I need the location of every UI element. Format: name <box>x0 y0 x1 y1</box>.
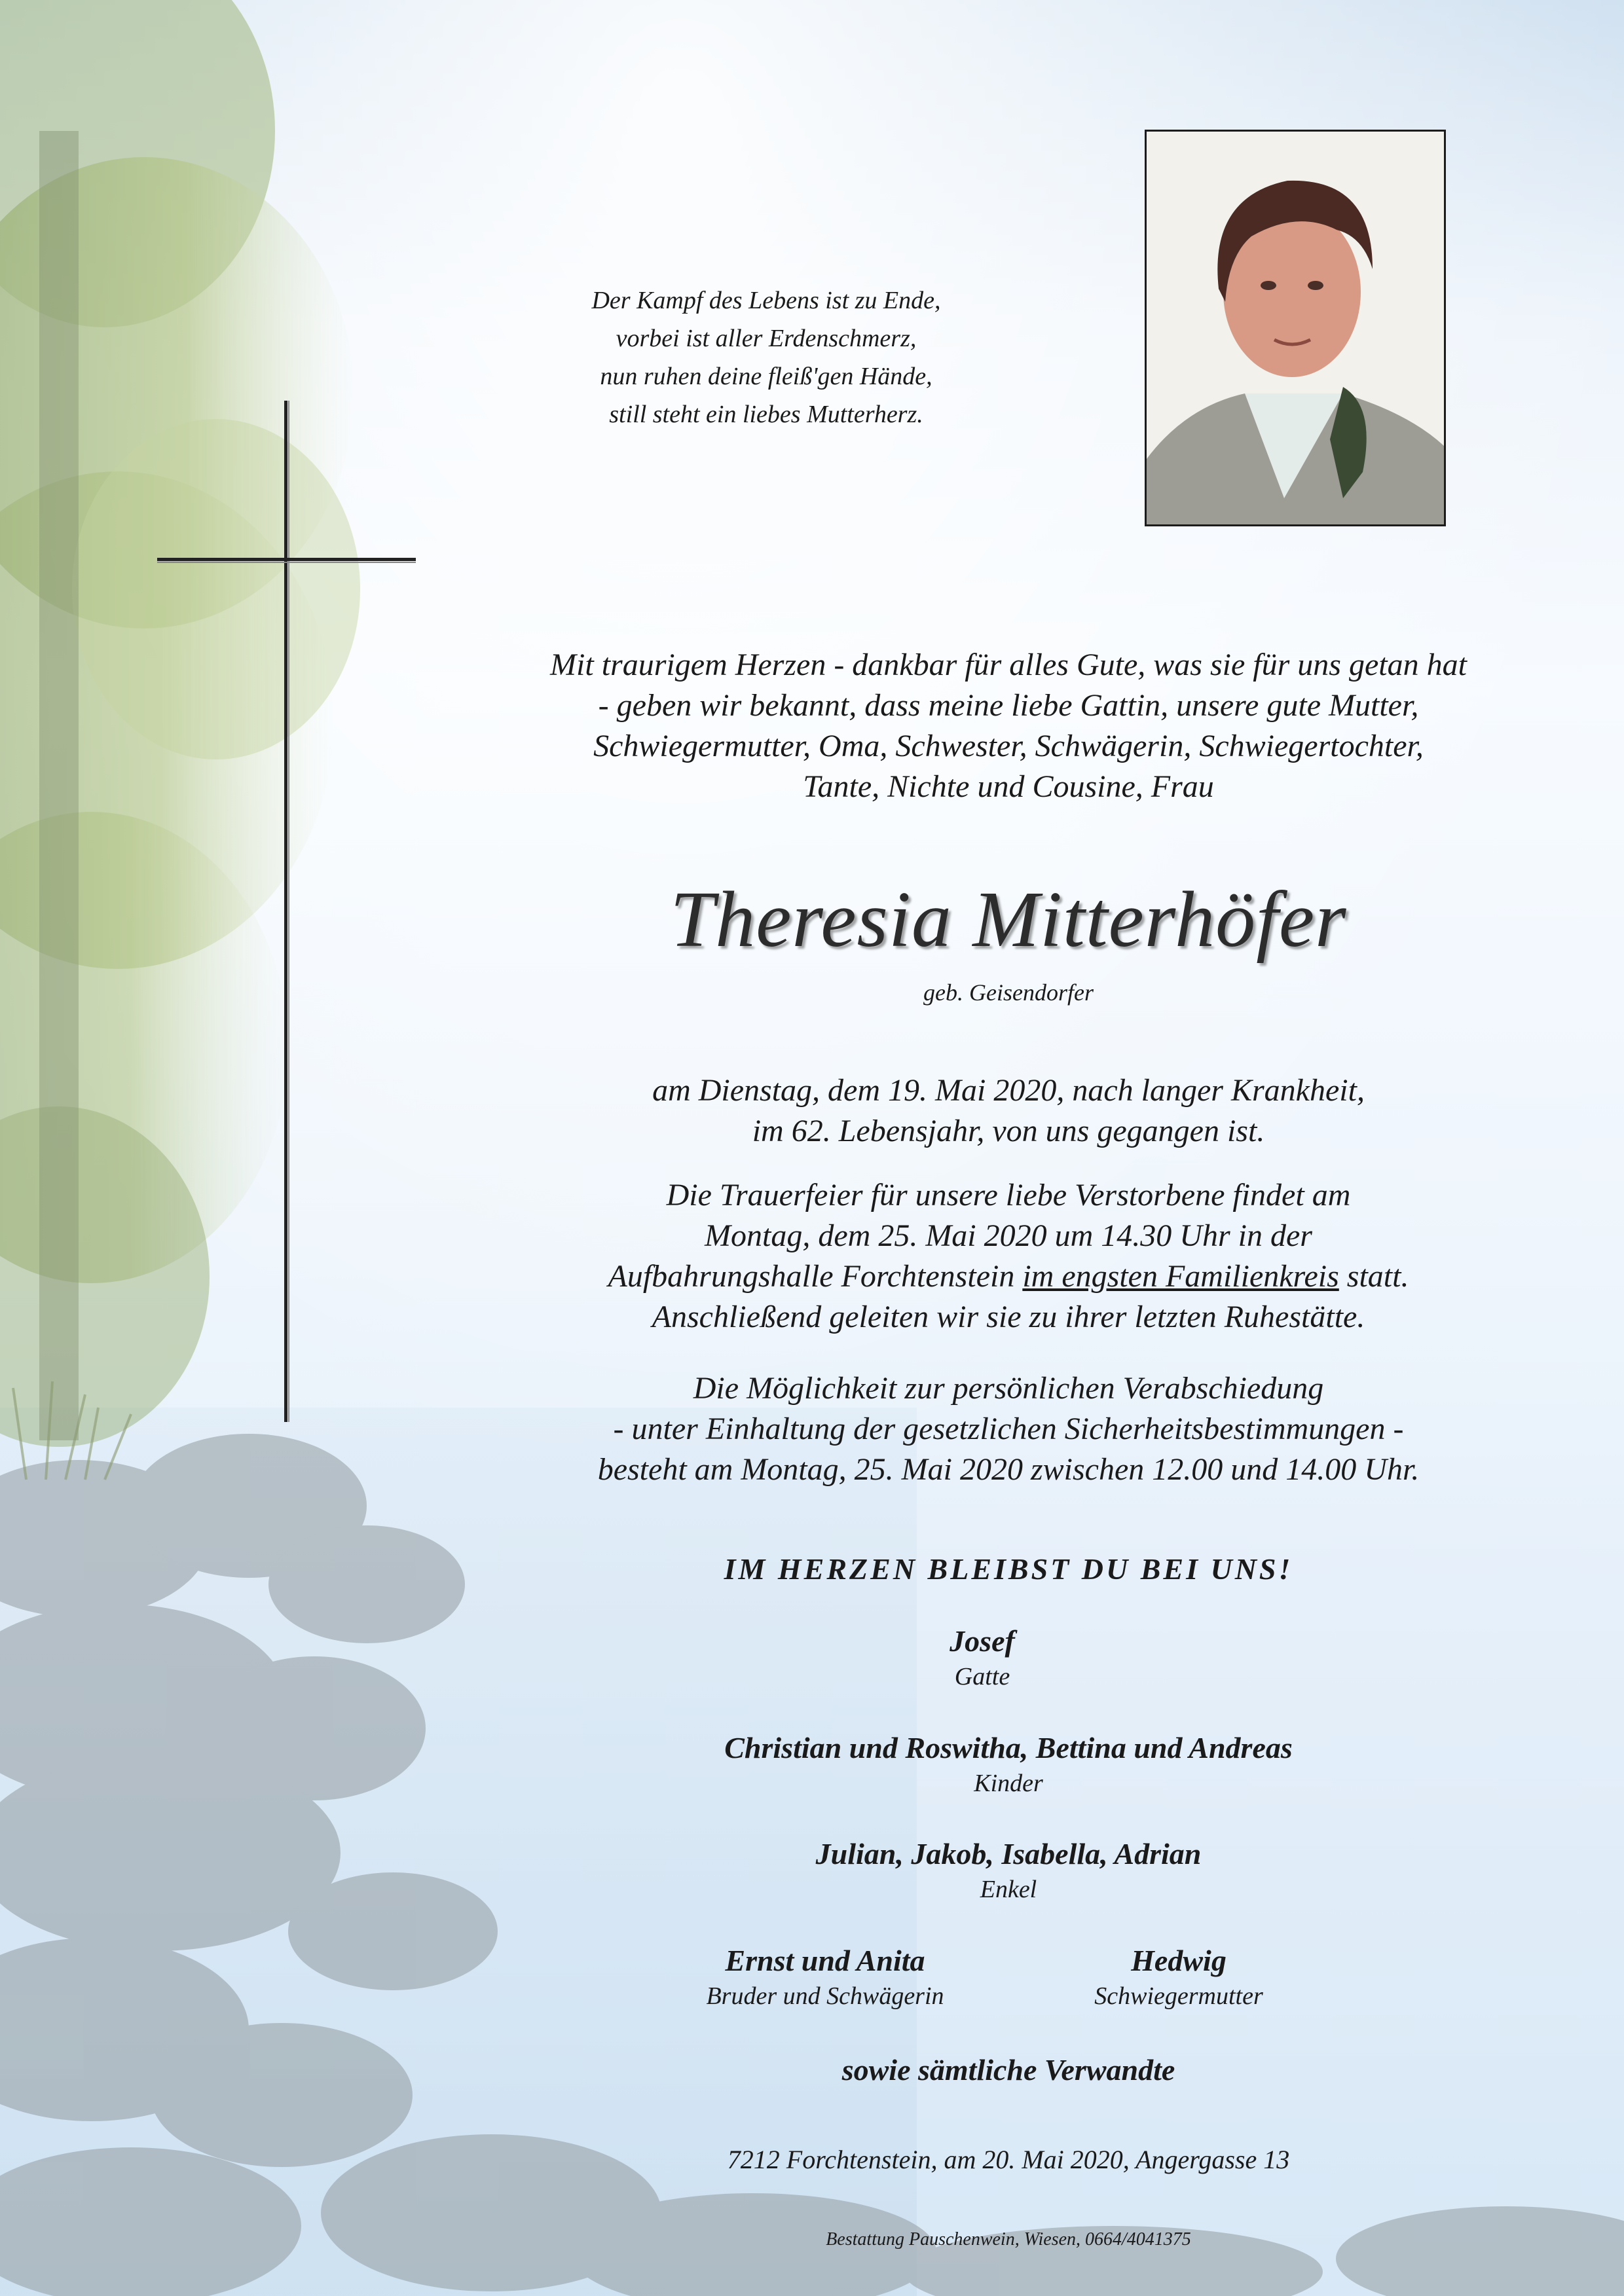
poem-line: Der Kampf des Lebens ist zu Ende, <box>591 287 941 314</box>
mourner-role: Kinder <box>974 1770 1043 1797</box>
portrait-icon <box>1147 132 1444 524</box>
mourner-name: Hedwig <box>1131 1944 1227 1977</box>
mourner-group <box>458 1836 1559 1904</box>
death-notice <box>458 1070 1559 1152</box>
announcement-intro <box>458 645 1559 807</box>
intro-line: Mit traurigem Herzen - dankbar für alles Gute, was sie für uns getan hat <box>550 647 1467 682</box>
relatives-line: sowie sämtliche Verwandte <box>841 2053 1175 2086</box>
ceremony-line <box>458 1256 1559 1297</box>
mourner-role: Bruder und Schwägerin <box>706 1982 944 2010</box>
intro-line: Schwiegermutter, Oma, Schwester, Schwägerin, Schwiegertochter, <box>593 729 1424 763</box>
poem <box>498 282 1035 433</box>
mourner-name: Ernst und Anita <box>725 1944 925 1977</box>
ceremony-emphasis: im engsten Familienkreis <box>1022 1259 1339 1294</box>
poem-line: vorbei ist aller Erdenschmerz, <box>616 325 917 352</box>
mourner-name: Josef <box>950 1624 1015 1658</box>
farewell-line: - unter Einhaltung der gesetzlichen Sicherheitsbestimmungen - <box>613 1412 1404 1446</box>
motto: IM HERZEN BLEIBST DU BEI UNS! <box>724 1552 1293 1586</box>
portrait-photo <box>1145 130 1446 526</box>
poem-line: nun ruhen deine fleiß'gen Hände, <box>600 363 932 390</box>
ceremony-line: Die Trauerfeier für unsere liebe Verstorbene findet am <box>666 1178 1351 1212</box>
mourner-role: Enkel <box>980 1876 1037 1903</box>
intro-line: - geben wir bekannt, dass meine liebe Gattin, unsere gute Mutter, <box>598 688 1419 723</box>
undertaker-info: Bestattung Pauschenwein, Wiesen, 0664/4041375 <box>826 2229 1191 2250</box>
mourner-group <box>1022 1943 1336 2011</box>
farewell-line: besteht am Montag, 25. Mai 2020 zwischen 12.00 und 14.00 Uhr. <box>597 1452 1420 1487</box>
farewell-line: Die Möglichkeit zur persönlichen Verabschiedung <box>693 1371 1324 1406</box>
mourner-name: Christian und Roswitha, Bettina und Andreas <box>724 1731 1293 1764</box>
ceremony-line: Montag, dem 25. Mai 2020 um 14.30 Uhr in der <box>705 1218 1312 1253</box>
death-line: im 62. Lebensjahr, von uns gegangen ist. <box>752 1114 1265 1148</box>
mourner-group <box>629 1943 1022 2011</box>
ceremony-text: Aufbahrungshalle Forchtenstein <box>608 1259 1023 1294</box>
intro-line: Tante, Nichte und Cousine, Frau <box>803 769 1214 804</box>
mourner-group <box>589 1624 1375 1691</box>
maiden-name: geb. Geisendorfer <box>923 979 1094 1006</box>
ceremony-line: Anschließend geleiten wir sie zu ihrer letzten Ruhestätte. <box>652 1300 1365 1334</box>
deceased-name: Theresia Mitterhöfer <box>670 875 1347 964</box>
mourner-role: Schwiegermutter <box>1094 1982 1263 2010</box>
mourner-role: Gatte <box>954 1663 1010 1690</box>
mourner-name: Julian, Jakob, Isabella, Adrian <box>815 1837 1202 1870</box>
ceremony-text: statt. <box>1338 1259 1409 1294</box>
poem-line: still steht ein liebes Mutterherz. <box>609 401 923 428</box>
mourner-group <box>458 1730 1559 1798</box>
death-line: am Dienstag, dem 19. Mai 2020, nach langer Krankheit, <box>652 1073 1365 1108</box>
farewell-viewing <box>458 1368 1559 1490</box>
funeral-ceremony <box>458 1175 1559 1338</box>
place-date: 7212 Forchtenstein, am 20. Mai 2020, Angergasse 13 <box>727 2145 1290 2174</box>
